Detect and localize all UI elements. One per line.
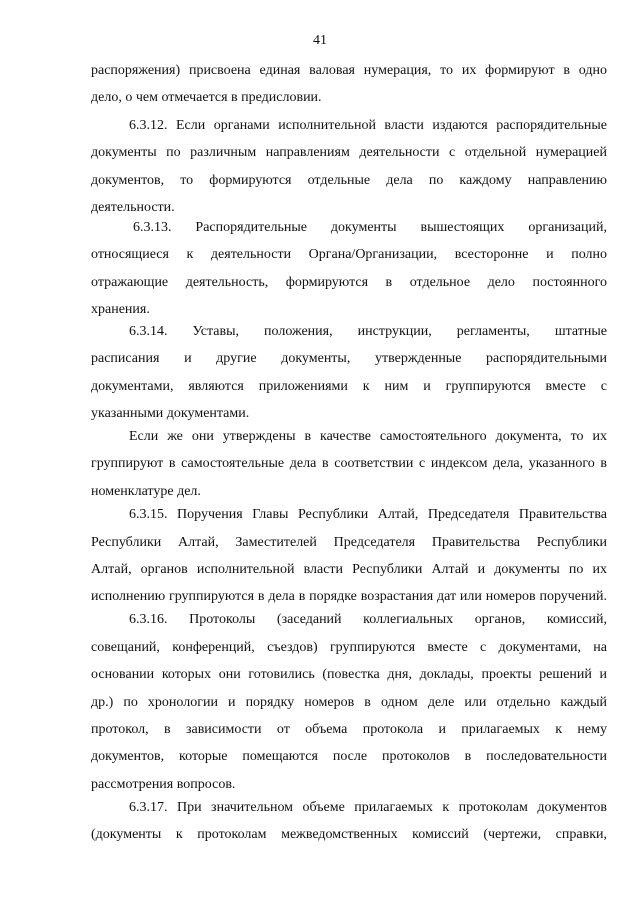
text-line: группируют в самостоятельные дела в соответствии с индексом дела, указанного в <box>91 456 607 471</box>
text-line: указанными документами. <box>91 406 250 421</box>
text-line: рассмотрения вопросов. <box>91 777 236 792</box>
text-line: распоряжения) присвоена единая валовая нумерация, то их формируют в одно <box>91 63 607 78</box>
text-line: совещаний, конференций, съездов) группируются вместе с документами, на <box>91 640 607 655</box>
text-line: отражающие деятельность, формируются в отдельное дело постоянного <box>91 275 607 290</box>
text-line: 6.3.13. Распорядительные документы вышестоящих организаций, <box>133 220 607 235</box>
text-line: хранения. <box>91 302 150 317</box>
text-line: документами, являются приложениями к ним и группируются вместе с <box>91 379 607 394</box>
text-line: деятельности. <box>91 200 175 215</box>
text-line: 6.3.12. Если органами исполнительной власти издаются распорядительные <box>129 118 607 133</box>
text-line: документов, то формируются отдельные дела по каждому направлению <box>91 173 607 188</box>
text-line: Алтай, органов исполнительной власти Республики Алтай и документы по их <box>91 562 607 577</box>
text-line: дело, о чем отмечается в предисловии. <box>91 90 322 105</box>
text-line: исполнению группируются в дела в порядке возрастания дат или номеров поручений. <box>91 589 607 604</box>
text-line: протокол, в зависимости от объема протокола и прилагаемых к нему <box>91 722 607 737</box>
text-line: Если же они утверждены в качестве самостоятельного документа, то их <box>129 429 607 444</box>
text-line: расписания и другие документы, утвержденные распорядительными <box>91 351 607 366</box>
text-line: Республики Алтай, Заместителей Председателя Правительства Республики <box>91 535 607 550</box>
page-number: 41 <box>313 33 327 48</box>
text-line: 6.3.16. Протоколы (заседаний коллегиальных органов, комиссий, <box>129 612 607 627</box>
text-line: документы по различным направлениям деятельности с отдельной нумерацией <box>91 145 607 160</box>
text-line: 6.3.15. Поручения Главы Республики Алтай, Председателя Правительства <box>129 507 607 522</box>
text-line: 6.3.17. При значительном объеме прилагаемых к протоколам документов <box>129 800 607 815</box>
text-line: основании которых они готовились (повестка дня, доклады, проекты решений и <box>91 667 607 682</box>
text-line: относящиеся к деятельности Органа/Организации, всесторонне и полно <box>91 247 607 262</box>
text-line: др.) по хронологии и порядку номеров в одном деле или отдельно каждый <box>91 695 607 710</box>
text-line: номенклатуре дел. <box>91 484 201 499</box>
text-line: (документы к протоколам межведомственных комиссий (чертежи, справки, <box>91 827 607 842</box>
text-line: документов, которые помещаются после протоколов в последовательности <box>91 749 607 764</box>
text-line: 6.3.14. Уставы, положения, инструкции, регламенты, штатные <box>129 324 607 339</box>
